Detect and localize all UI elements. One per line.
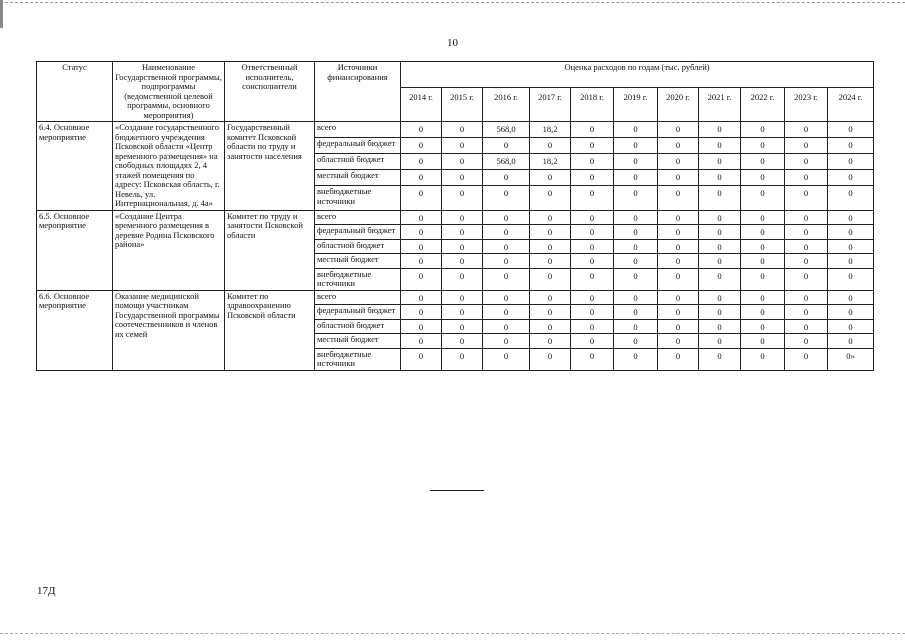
value-cell: 0 bbox=[741, 210, 785, 225]
table-row bbox=[37, 290, 874, 305]
value-cell: 0 bbox=[401, 122, 442, 138]
value-cell: 0 bbox=[658, 319, 699, 334]
value-cell: 0 bbox=[530, 319, 571, 334]
value-cell: 0 bbox=[658, 225, 699, 240]
value-cell: 0 bbox=[828, 334, 874, 349]
source-cell: областной бюджет bbox=[315, 239, 401, 254]
value-cell: 0 bbox=[571, 122, 614, 138]
value-cell: 0 bbox=[401, 210, 442, 225]
value-cell: 0 bbox=[401, 254, 442, 269]
year-header: 2020 г. bbox=[658, 87, 699, 121]
value-cell: 0 bbox=[442, 348, 483, 370]
expenditure-table bbox=[36, 61, 874, 371]
header-sources: Источники финансирования bbox=[315, 62, 401, 122]
value-cell: 0 bbox=[571, 170, 614, 186]
value-cell: 0 bbox=[571, 210, 614, 225]
value-cell: 0 bbox=[401, 305, 442, 320]
year-header: 2017 г. bbox=[530, 87, 571, 121]
value-cell: 0» bbox=[828, 348, 874, 370]
value-cell: 0 bbox=[785, 186, 828, 210]
value-cell: 0 bbox=[699, 290, 741, 305]
source-cell: федеральный бюджет bbox=[315, 138, 401, 154]
value-cell: 0 bbox=[401, 334, 442, 349]
value-cell: 0 bbox=[530, 210, 571, 225]
value-cell: 18,2 bbox=[530, 122, 571, 138]
value-cell: 0 bbox=[741, 305, 785, 320]
value-cell: 568,0 bbox=[483, 122, 530, 138]
value-cell: 0 bbox=[614, 239, 658, 254]
value-cell: 0 bbox=[828, 210, 874, 225]
value-cell: 0 bbox=[741, 268, 785, 290]
value-cell: 0 bbox=[483, 334, 530, 349]
value-cell: 0 bbox=[741, 254, 785, 269]
value-cell: 0 bbox=[741, 239, 785, 254]
value-cell: 0 bbox=[442, 319, 483, 334]
value-cell: 0 bbox=[658, 334, 699, 349]
value-cell: 0 bbox=[483, 254, 530, 269]
value-cell: 0 bbox=[483, 348, 530, 370]
table-body bbox=[37, 122, 874, 371]
value-cell: 0 bbox=[442, 239, 483, 254]
value-cell: 0 bbox=[658, 154, 699, 170]
value-cell: 0 bbox=[828, 225, 874, 240]
value-cell: 0 bbox=[658, 122, 699, 138]
value-cell: 0 bbox=[741, 334, 785, 349]
value-cell: 0 bbox=[614, 254, 658, 269]
value-cell: 0 bbox=[785, 154, 828, 170]
header-status: Статус bbox=[37, 62, 113, 122]
value-cell: 0 bbox=[442, 334, 483, 349]
value-cell: 0 bbox=[658, 138, 699, 154]
footer-mark: 17Д bbox=[37, 585, 56, 597]
value-cell: 0 bbox=[828, 268, 874, 290]
value-cell: 18,2 bbox=[530, 154, 571, 170]
value-cell: 0 bbox=[442, 122, 483, 138]
value-cell: 0 bbox=[483, 170, 530, 186]
value-cell: 0 bbox=[442, 186, 483, 210]
value-cell: 0 bbox=[401, 290, 442, 305]
value-cell: 0 bbox=[530, 170, 571, 186]
value-cell: 0 bbox=[571, 138, 614, 154]
value-cell: 0 bbox=[571, 268, 614, 290]
value-cell: 0 bbox=[614, 210, 658, 225]
table-row bbox=[37, 122, 874, 138]
value-cell: 0 bbox=[530, 290, 571, 305]
value-cell: 0 bbox=[401, 268, 442, 290]
value-cell: 0 bbox=[699, 319, 741, 334]
value-cell: 0 bbox=[442, 290, 483, 305]
value-cell: 0 bbox=[699, 334, 741, 349]
value-cell: 0 bbox=[614, 290, 658, 305]
source-cell: местный бюджет bbox=[315, 170, 401, 186]
source-cell: всего bbox=[315, 290, 401, 305]
value-cell: 0 bbox=[699, 225, 741, 240]
year-header: 2024 г. bbox=[828, 87, 874, 121]
source-cell: местный бюджет bbox=[315, 254, 401, 269]
value-cell: 0 bbox=[785, 268, 828, 290]
value-cell: 0 bbox=[614, 225, 658, 240]
year-header: 2015 г. bbox=[442, 87, 483, 121]
responsible-cell: Комитет по труду и занятости Псковской области bbox=[225, 210, 315, 290]
responsible-cell: Комитет по здравоохранению Псковской области bbox=[225, 290, 315, 370]
value-cell: 0 bbox=[614, 186, 658, 210]
status-cell: 6.4. Основное мероприятие bbox=[37, 122, 113, 211]
header-responsible: Ответственный исполнитель, соисполнители bbox=[225, 62, 315, 122]
source-cell: внебюджетные источники bbox=[315, 268, 401, 290]
scan-edge-bottom bbox=[0, 633, 905, 634]
value-cell: 0 bbox=[741, 170, 785, 186]
value-cell: 0 bbox=[483, 290, 530, 305]
value-cell: 0 bbox=[828, 254, 874, 269]
value-cell: 0 bbox=[401, 239, 442, 254]
value-cell: 0 bbox=[614, 348, 658, 370]
value-cell: 0 bbox=[571, 290, 614, 305]
value-cell: 0 bbox=[699, 239, 741, 254]
value-cell: 0 bbox=[699, 305, 741, 320]
header-estimate: Оценка расходов по годам (тыс. рублей) bbox=[401, 62, 874, 88]
value-cell: 0 bbox=[442, 254, 483, 269]
year-header: 2023 г. bbox=[785, 87, 828, 121]
value-cell: 0 bbox=[658, 239, 699, 254]
value-cell: 0 bbox=[530, 334, 571, 349]
value-cell: 0 bbox=[530, 138, 571, 154]
value-cell: 0 bbox=[442, 225, 483, 240]
value-cell: 0 bbox=[785, 334, 828, 349]
value-cell: 0 bbox=[785, 138, 828, 154]
value-cell: 0 bbox=[442, 210, 483, 225]
year-header: 2022 г. bbox=[741, 87, 785, 121]
value-cell: 0 bbox=[614, 122, 658, 138]
value-cell: 0 bbox=[785, 319, 828, 334]
source-cell: областной бюджет bbox=[315, 154, 401, 170]
value-cell: 0 bbox=[741, 154, 785, 170]
value-cell: 0 bbox=[614, 138, 658, 154]
status-cell: 6.5. Основное мероприятие bbox=[37, 210, 113, 290]
value-cell: 0 bbox=[828, 186, 874, 210]
value-cell: 0 bbox=[571, 154, 614, 170]
source-cell: федеральный бюджет bbox=[315, 225, 401, 240]
value-cell: 0 bbox=[401, 170, 442, 186]
source-cell: федеральный бюджет bbox=[315, 305, 401, 320]
name-cell: «Создание государственного бюджетного учреждения Псковской области «Центр временного размещения» на свободных площадях 2, 4 этажей помещения по адресу: Псковская область, г. Невель, ул. Интернациональная, д. 4а» bbox=[113, 122, 225, 211]
value-cell: 0 bbox=[483, 239, 530, 254]
value-cell: 0 bbox=[699, 268, 741, 290]
name-cell: «Создание Центра временного размещения в деревне Родина Псковского района» bbox=[113, 210, 225, 290]
value-cell: 0 bbox=[741, 319, 785, 334]
value-cell: 0 bbox=[401, 225, 442, 240]
value-cell: 0 bbox=[785, 210, 828, 225]
name-cell: Оказание медицинской помощи участникам Государственной программы соотечественников и членов их семей bbox=[113, 290, 225, 370]
value-cell: 0 bbox=[401, 154, 442, 170]
value-cell: 0 bbox=[785, 305, 828, 320]
year-header: 2016 г. bbox=[483, 87, 530, 121]
header-name: Наименование Государственной программы, подпрограммы (ведомственной целевой программы, основного мероприятия) bbox=[113, 62, 225, 122]
value-cell: 0 bbox=[741, 186, 785, 210]
value-cell: 0 bbox=[699, 154, 741, 170]
value-cell: 0 bbox=[614, 319, 658, 334]
source-cell: внебюджетные источники bbox=[315, 186, 401, 210]
value-cell: 0 bbox=[699, 138, 741, 154]
value-cell: 0 bbox=[658, 254, 699, 269]
value-cell: 0 bbox=[571, 305, 614, 320]
value-cell: 0 bbox=[442, 170, 483, 186]
value-cell: 0 bbox=[699, 170, 741, 186]
value-cell: 0 bbox=[571, 348, 614, 370]
value-cell: 0 bbox=[785, 290, 828, 305]
scan-edge-top bbox=[0, 2, 905, 3]
source-cell: всего bbox=[315, 122, 401, 138]
value-cell: 0 bbox=[401, 319, 442, 334]
year-header: 2021 г. bbox=[699, 87, 741, 121]
value-cell: 0 bbox=[442, 154, 483, 170]
table-row bbox=[37, 210, 874, 225]
value-cell: 0 bbox=[828, 239, 874, 254]
value-cell: 0 bbox=[442, 138, 483, 154]
value-cell: 0 bbox=[658, 170, 699, 186]
status-cell: 6.6. Основное мероприятие bbox=[37, 290, 113, 370]
value-cell: 0 bbox=[741, 122, 785, 138]
value-cell: 0 bbox=[658, 268, 699, 290]
value-cell: 0 bbox=[530, 348, 571, 370]
value-cell: 0 bbox=[699, 122, 741, 138]
value-cell: 0 bbox=[571, 239, 614, 254]
value-cell: 0 bbox=[530, 239, 571, 254]
value-cell: 0 bbox=[828, 305, 874, 320]
value-cell: 0 bbox=[401, 348, 442, 370]
value-cell: 0 bbox=[442, 305, 483, 320]
responsible-cell: Государственный комитет Псковской области по труду и занятости населения bbox=[225, 122, 315, 211]
value-cell: 0 bbox=[483, 225, 530, 240]
value-cell: 0 bbox=[483, 319, 530, 334]
scan-edge-left bbox=[0, 0, 3, 28]
value-cell: 0 bbox=[785, 239, 828, 254]
value-cell: 0 bbox=[828, 290, 874, 305]
value-cell: 0 bbox=[741, 348, 785, 370]
value-cell: 0 bbox=[828, 154, 874, 170]
value-cell: 0 bbox=[401, 138, 442, 154]
value-cell: 0 bbox=[571, 319, 614, 334]
year-header: 2014 г. bbox=[401, 87, 442, 121]
value-cell: 0 bbox=[741, 290, 785, 305]
value-cell: 0 bbox=[699, 210, 741, 225]
value-cell: 0 bbox=[699, 348, 741, 370]
value-cell: 0 bbox=[483, 186, 530, 210]
value-cell: 0 bbox=[658, 305, 699, 320]
value-cell: 0 bbox=[483, 268, 530, 290]
value-cell: 0 bbox=[785, 225, 828, 240]
value-cell: 0 bbox=[828, 138, 874, 154]
value-cell: 0 bbox=[828, 122, 874, 138]
year-header: 2019 г. bbox=[614, 87, 658, 121]
source-cell: внебюджетные источники bbox=[315, 348, 401, 370]
value-cell: 568,0 bbox=[483, 154, 530, 170]
value-cell: 0 bbox=[483, 305, 530, 320]
value-cell: 0 bbox=[741, 138, 785, 154]
value-cell: 0 bbox=[483, 210, 530, 225]
value-cell: 0 bbox=[614, 305, 658, 320]
page-number: 10 bbox=[447, 37, 458, 49]
value-cell: 0 bbox=[571, 254, 614, 269]
value-cell: 0 bbox=[530, 305, 571, 320]
value-cell: 0 bbox=[699, 186, 741, 210]
value-cell: 0 bbox=[401, 186, 442, 210]
value-cell: 0 bbox=[785, 254, 828, 269]
value-cell: 0 bbox=[530, 186, 571, 210]
value-cell: 0 bbox=[699, 254, 741, 269]
value-cell: 0 bbox=[571, 186, 614, 210]
value-cell: 0 bbox=[828, 170, 874, 186]
value-cell: 0 bbox=[530, 254, 571, 269]
value-cell: 0 bbox=[828, 319, 874, 334]
value-cell: 0 bbox=[785, 122, 828, 138]
year-header: 2018 г. bbox=[571, 87, 614, 121]
value-cell: 0 bbox=[614, 268, 658, 290]
value-cell: 0 bbox=[658, 210, 699, 225]
value-cell: 0 bbox=[658, 348, 699, 370]
value-cell: 0 bbox=[483, 138, 530, 154]
value-cell: 0 bbox=[530, 225, 571, 240]
source-cell: всего bbox=[315, 210, 401, 225]
value-cell: 0 bbox=[614, 170, 658, 186]
value-cell: 0 bbox=[785, 170, 828, 186]
separator-line bbox=[430, 490, 484, 491]
value-cell: 0 bbox=[571, 334, 614, 349]
value-cell: 0 bbox=[571, 225, 614, 240]
value-cell: 0 bbox=[442, 268, 483, 290]
value-cell: 0 bbox=[614, 334, 658, 349]
value-cell: 0 bbox=[658, 290, 699, 305]
value-cell: 0 bbox=[741, 225, 785, 240]
value-cell: 0 bbox=[785, 348, 828, 370]
source-cell: областной бюджет bbox=[315, 319, 401, 334]
value-cell: 0 bbox=[658, 186, 699, 210]
source-cell: местный бюджет bbox=[315, 334, 401, 349]
value-cell: 0 bbox=[614, 154, 658, 170]
value-cell: 0 bbox=[530, 268, 571, 290]
